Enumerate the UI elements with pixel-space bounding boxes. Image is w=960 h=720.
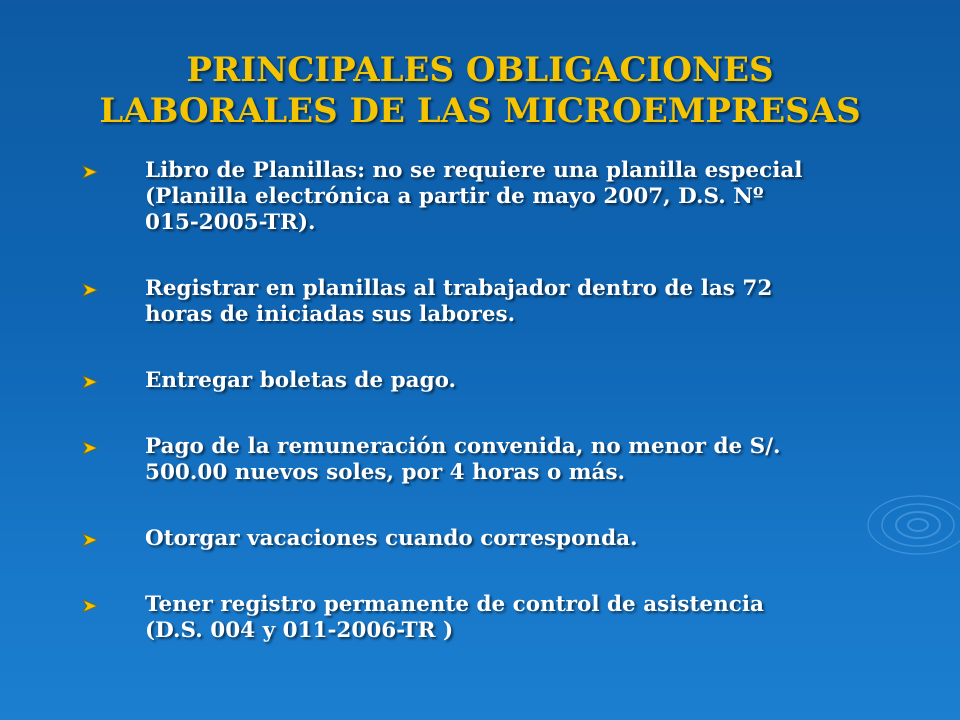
list-item-text-line: Libro de Planillas: no se requiere una planilla especial: [145, 158, 803, 183]
list-item-text-line: Otorgar vacaciones cuando corresponda.: [145, 526, 638, 551]
list-item-text-line: horas de iniciadas sus labores.: [145, 302, 516, 327]
list-item: [80, 434, 900, 486]
slide-title: [60, 50, 900, 132]
arrowhead-bullet-icon: [82, 599, 98, 613]
list-item: [80, 526, 900, 552]
arrowhead-bullet-icon: [82, 375, 98, 389]
slide-title-line-2: LABORALES DE LAS MICROEMPRESAS: [99, 91, 861, 131]
list-item-text-line: Entregar boletas de pago.: [145, 368, 457, 393]
list-item-text-line: (D.S. 004 y 011-2006-TR ): [145, 618, 454, 643]
list-item-text-line: Pago de la remuneración convenida, no menor de S/.: [145, 434, 781, 459]
list-item: [80, 158, 900, 236]
arrowhead-bullet-icon: [82, 533, 98, 547]
list-item-text-line: 500.00 nuevos soles, por 4 horas o más.: [145, 460, 626, 485]
list-item: [80, 592, 900, 644]
list-item-text-line: 015-2005-TR).: [145, 210, 316, 235]
arrowhead-bullet-icon: [82, 165, 98, 179]
arrowhead-bullet-icon: [82, 441, 98, 455]
list-item: [80, 368, 900, 394]
slide-title-line-1: PRINCIPALES OBLIGACIONES: [186, 50, 774, 90]
list-item: [80, 276, 900, 328]
list-item-text-line: (Planilla electrónica a partir de mayo 2007, D.S. Nº: [145, 184, 764, 209]
obligations-list: [80, 158, 900, 684]
arrowhead-bullet-icon: [82, 283, 98, 297]
list-item-text-line: Tener registro permanente de control de asistencia: [145, 592, 764, 617]
list-item-text-line: Registrar en planillas al trabajador dentro de las 72: [145, 276, 773, 301]
